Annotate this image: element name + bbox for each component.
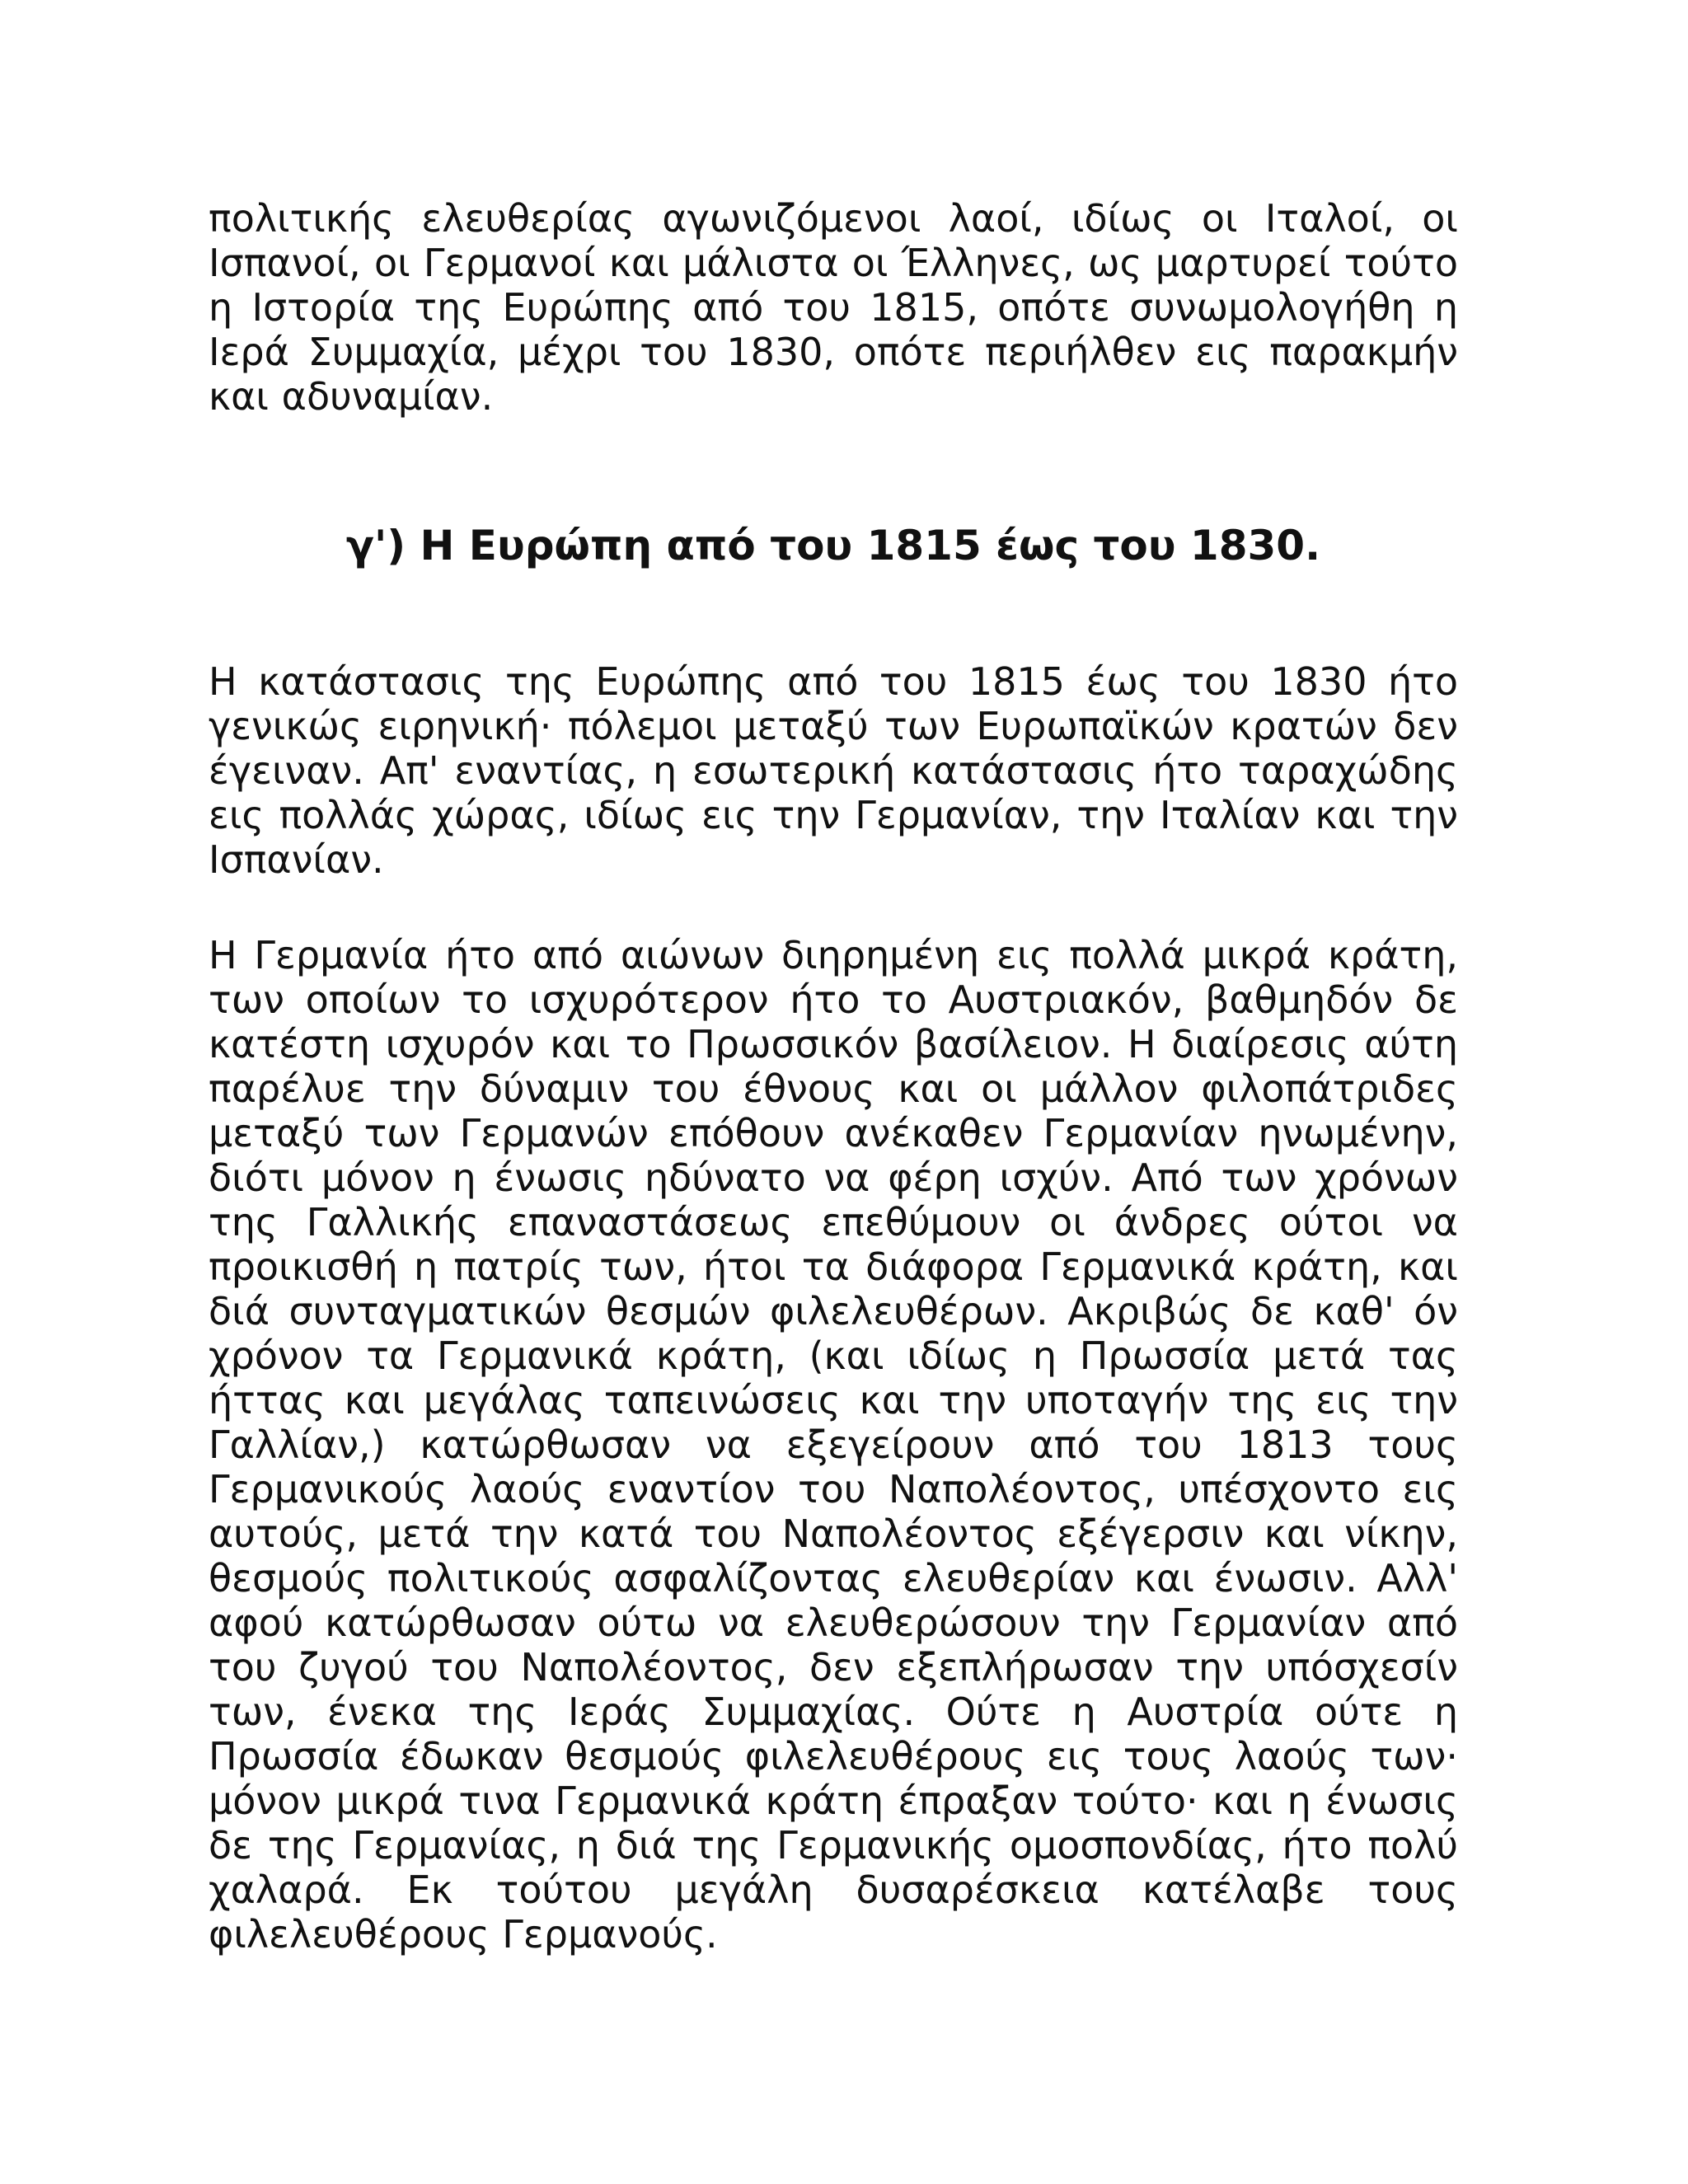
body-paragraph-2: Η Γερμανία ήτο από αιώνων διηρημένη εις πολλά μικρά κράτη, των οποίων το ισχυρότερον ήτο το Αυστριακόν, βαθμηδόν δε κατέστη ισχυρόν και το Πρωσσικόν βασίλειον. Η διαίρεσις αύτη παρέλυε την δύναμιν του έθνους και οι μάλλον φιλοπάτριδες μεταξύ των Γερμανών επόθουν ανέκαθεν Γερμανίαν ηνωμένην, διότι μόνον η ένωσις ηδύνατο να φέρη ισχύν. Από των χρόνων της Γαλλικής επαναστάσεως επεθύμουν οι άνδρες ούτοι να προικισθή η πατρίς των, ήτοι τα διάφορα Γερμανικά κράτη, και διά συνταγματικών θεσμών φιλελευθέρων. Ακριβώς δε καθ' όν χρόνον τα Γερμανικά κράτη, (και ιδίως η Πρωσσία μετά τας ήττας και μεγάλας ταπεινώσεις και την υποταγήν της εις την Γαλλίαν,) κατώρθωσαν να εξεγείρουν από του 1813 τους Γερμανικούς λαούς εναντίον του Ναπολέοντος, υπέσχοντο εις αυτούς, μετά την κατά του Ναπολέοντος εξέγερσιν και νίκην, θεσμούς πολιτικούς ασφαλίζοντας ελευθερίαν και ένωσιν. Αλλ' αφού κατώρθωσαν ούτω να ελευθερώσουν την Γερμανίαν από του ζυγού του Ναπολέοντος, δεν εξεπλήρωσαν την υπόσχεσίν των, ένεκα της Ιεράς Συμμαχίας. Ούτε η Αυστρία ούτε η Πρωσσία έδωκαν θεσμούς φιλελευθέρους εις τους λαούς των· μόνον μικρά τινα Γερμανικά κράτη έπραξαν τούτο· και η ένωσις δε της Γερμανίας, η διά της Γερμανικής ομοσπονδίας, ήτο πολύ χαλαρά. Εκ τούτου μεγάλη δυσαρέσκεια κατέλαβε τους φιλελευθέρους Γερμανούς. <box>209 933 1458 1957</box>
intro-paragraph: πολιτικής ελευθερίας αγωνιζόμενοι λαοί, ιδίως οι Ιταλοί, οι Ισπανοί, οι Γερμανοί και μάλιστα οι Έλληνες, ως μαρτυρεί τούτο η Ιστορία της Ευρώπης από του 1815, οπότε συνωμολογήθη η Ιερά Συμμαχία, μέχρι του 1830, οπότε περιήλθεν εις παρακμήν και αδυναμίαν. <box>209 196 1458 419</box>
section-heading: γ') Η Ευρώπη από του 1815 έως του 1830. <box>345 522 1321 569</box>
document-page <box>209 196 1458 1957</box>
body-paragraph-1: Η κατάστασις της Ευρώπης από του 1815 έως του 1830 ήτο γενικώς ειρηνική· πόλεμοι μεταξύ των Ευρωπαϊκών κρατών δεν έγειναν. Απ' εναντίας, η εσωτερική κατάστασις ήτο ταραχώδης εις πολλάς χώρας, ιδίως εις την Γερμανίαν, την Ιταλίαν και την Ισπανίαν. <box>209 659 1458 882</box>
